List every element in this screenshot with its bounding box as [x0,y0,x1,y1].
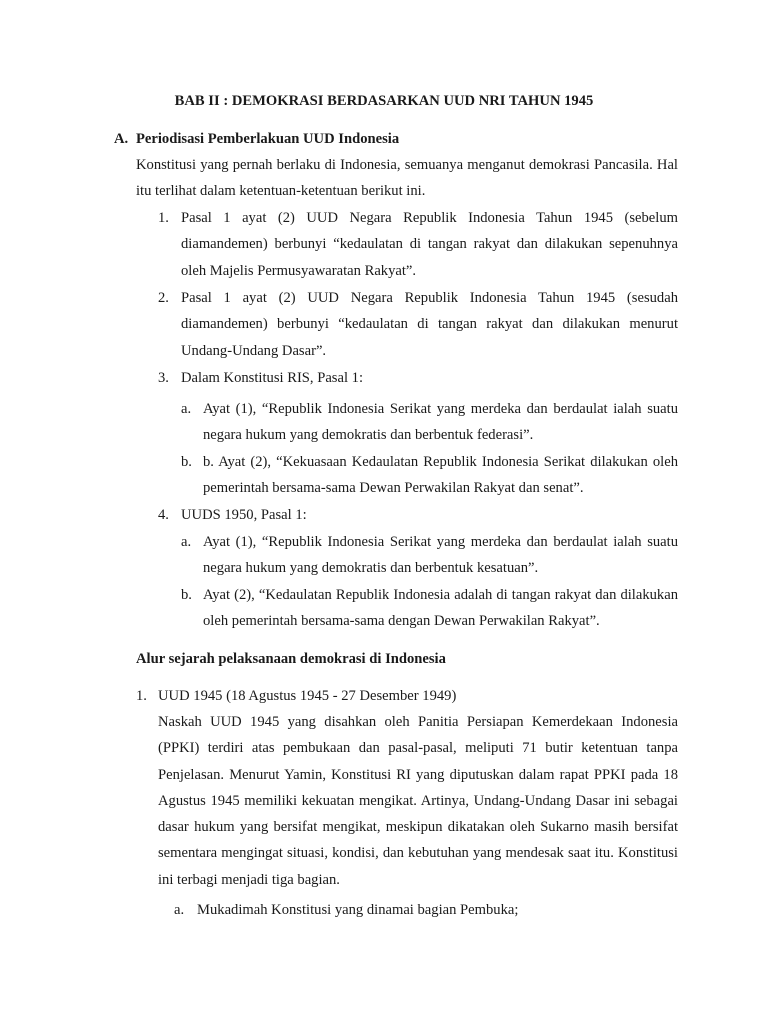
sub-item-letter: a. [174,902,185,918]
item-number: 3. [158,370,169,386]
list-item: Pasal 1 ayat (2) UUD Negara Republik Indonesia Tahun 1945 (sesudah diamandemen) berbunyi “kedaulatan di tangan rakyat dan dilakukan menurut Undang-Undang Dasar”. [181,290,678,359]
list-item-body: Naskah UUD 1945 yang disahkan oleh Panitia Persiapan Kemerdekaan Indonesia (PPKI) terdiri atas pembukaan dan pasal-pasal, meliputi 71 butir ketentuan tanpa Penjelasan. Menurut Yamin, Konstitusi RI yang diputuskan dalam rapat PPKI pada 18 Agustus 1945 memiliki kekuatan mengikat. Artinya, Undang-Undang Dasar ini sebagai dasar hukum yang bersifat mengikat, meskipun dikatakan oleh Sukarno masih bersifat sementara mengingat situasi, kondisi, dan kebutuhan yang mendesak saat itu. Konstitusi ini terbagi menjadi tiga bagian. [158,714,678,888]
sub-list-item: Ayat (1), “Republik Indonesia Serikat yang merdeka dan berdaulat ialah suatu negara hukum yang demokratis dan berbentuk federasi”. [203,401,678,444]
section-a-intro: Konstitusi yang pernah berlaku di Indonesia, semuanya menganut demokrasi Pancasila. Hal itu terlihat dalam ketentuan-ketentuan berikut ini. [136,157,678,200]
item-number: 2. [158,290,169,306]
sub-item-letter: b. [181,587,192,603]
list-item: Pasal 1 ayat (2) UUD Negara Republik Indonesia Tahun 1945 (sebelum diamandemen) berbunyi “kedaulatan di tangan rakyat dan dilakukan sepenuhnya oleh Majelis Permusyawaratan Rakyat”. [181,210,678,279]
sub-list-item: Ayat (2), “Kedaulatan Republik Indonesia adalah di tangan rakyat dan dilakukan oleh pemerintah bersama-sama dengan Dewan Perwakilan Rakyat”. [203,587,678,630]
sub-list-item: Ayat (1), “Republik Indonesia Serikat yang merdeka dan berdaulat ialah suatu negara hukum yang demokratis dan berbentuk kesatuan”. [203,534,678,577]
list-item: UUDS 1950, Pasal 1: [181,507,307,523]
section-a-label: A. [114,131,129,147]
list-item-title: UUD 1945 (18 Agustus 1945 - 27 Desember 1949) [158,688,457,704]
section-b-heading: Alur sejarah pelaksanaan demokrasi di Indonesia [136,651,446,667]
section-a-heading: Periodisasi Pemberlakuan UUD Indonesia [136,131,400,147]
sub-list-item: b. Ayat (2), “Kekuasaan Kedaulatan Republik Indonesia Serikat dilakukan oleh pemerintah bersama-sama Dewan Perwakilan Rakyat dan senat”. [203,454,678,497]
sub-item-letter: a. [181,534,192,550]
list-item: Dalam Konstitusi RIS, Pasal 1: [181,370,364,386]
item-number: 4. [158,507,169,523]
item-number: 1. [158,210,169,226]
item-number: 1. [136,688,147,704]
chapter-title: BAB II : DEMOKRASI BERDASARKAN UUD NRI TAHUN 1945 [174,93,594,109]
sub-item-letter: b. [181,454,192,470]
sub-item-letter: a. [181,401,192,417]
sub-list-item: Mukadimah Konstitusi yang dinamai bagian Pembuka; [197,902,519,918]
